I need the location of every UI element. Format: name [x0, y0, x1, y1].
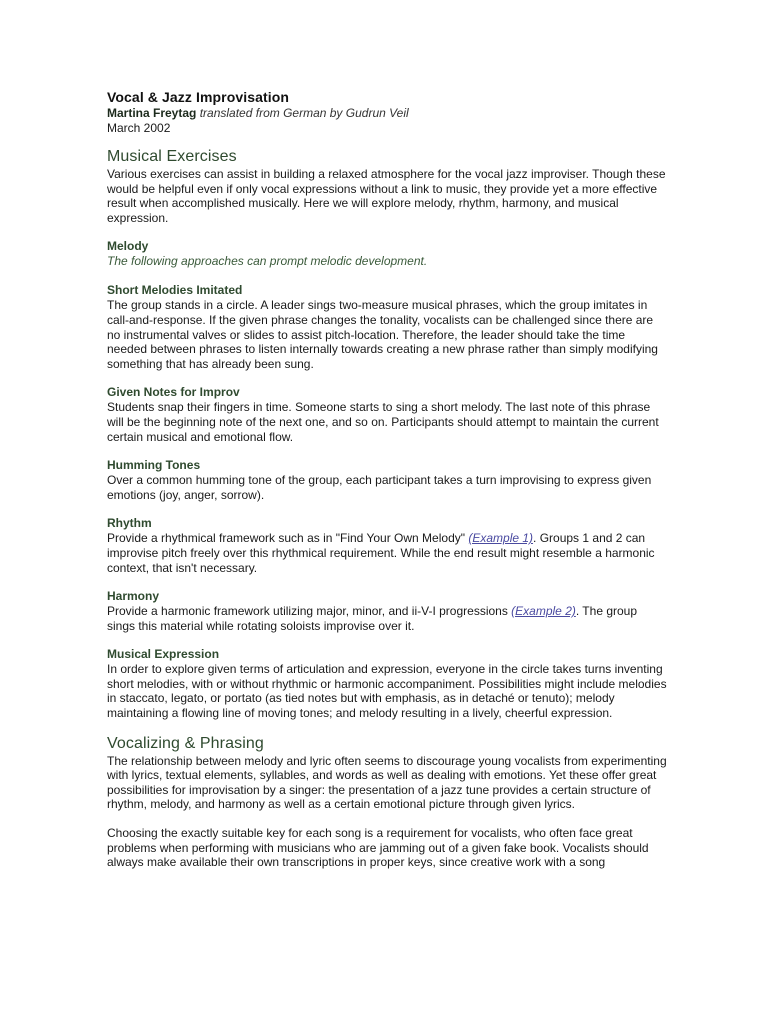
subheading-musical-expression: Musical Expression [107, 647, 220, 662]
rhythm-text-after: . Groups 1 and 2 can improvise pitch freely over this rhythmical requirement. While the end result might resemble a harmonic context, that isn't necessary. [107, 531, 655, 575]
subheading-short-melodies: Short Melodies Imitated [107, 283, 243, 298]
harmony-text-before: Provide a harmonic framework utilizing major, minor, and ii-V-I progressions [107, 604, 512, 619]
section-heading-vocalizing-phrasing: Vocalizing & Phrasing [107, 734, 264, 752]
example-2-link[interactable]: (Example 2) [511, 604, 576, 619]
subheading-melody: Melody [107, 239, 149, 254]
vocalizing-paragraph-1: The relationship between melody and lyric often seems to discourage young vocalists from experimenting with lyrics, textual elements, syllables, and words as well as dealing with emotions. Yet these offer great possibilities for improvisation by a singer: the presentation of a jazz tune provides a certain structure of rhythm, melody, and harmony as well as a certain emotional picture through given lyrics. [107, 753, 667, 812]
example-1-link[interactable]: (Example 1) [468, 531, 534, 546]
subheading-humming-tones: Humming Tones [107, 458, 201, 473]
rhythm-text-before: Provide a rhythmical framework such as in "Find Your Own Melody" [107, 531, 469, 546]
intro-paragraph: Various exercises can assist in building a relaxed atmosphere for the vocal jazz improviser. Though these would be helpful even if only vocal expressions without a link to music, they provide yet a more effective result when accomplished musically. Here we will explore melody, rhythm, harmony, and musical expression. [107, 167, 666, 225]
publication-date: March 2002 [107, 121, 171, 135]
vocalizing-paragraph-2: Choosing the exactly suitable key for each song is a requirement for vocalists, who often face great problems when performing with musicians who are jamming out of a given fake book. Vocalists should always make available their own transcriptions in proper keys, since creative work with a song [107, 826, 649, 870]
document-page [107, 89, 667, 870]
document-title: Vocal & Jazz Improvisation [107, 89, 290, 105]
translator-note: translated from German by Gudrun Veil [199, 106, 409, 120]
subheading-harmony: Harmony [107, 589, 160, 604]
byline [107, 106, 667, 121]
musical-expression-paragraph: In order to explore given terms of articulation and expression, everyone in the circle takes turns inventing short melodies, with or without rhythmic or harmonic accompaniment. Possibilities might include melodies in staccato, legato, or portato (as tied notes but with emphasis, as in detaché or tenuto); melody maintaining a flowing line of moving tones; and melody resulting in a lively, cheerful expression. [107, 662, 667, 721]
subheading-rhythm: Rhythm [107, 516, 152, 531]
subheading-given-notes: Given Notes for Improv [107, 385, 240, 400]
author-name: Martina Freytag [107, 106, 197, 120]
harmony-paragraph [107, 604, 667, 633]
melody-note: The following approaches can prompt melodic development. [107, 254, 428, 269]
given-notes-paragraph: Students snap their fingers in time. Someone starts to sing a short melody. The last note of this phrase will be the beginning note of the next one, and so on. Participants should attempt to maintain the current certain musical and emotional flow. [107, 400, 659, 444]
section-heading-musical-exercises: Musical Exercises [107, 148, 237, 165]
short-melodies-paragraph: The group stands in a circle. A leader sings two-measure musical phrases, which the group imitates in call-and-response. If the given phrase changes the tonality, vocalists can be challenged since there are no instrumental valves or slides to assist pitch-location. Therefore, the leader should take the time needed between phrases to listen internally towards creating a new phrase rather than simply modifying something that has already been sung. [107, 298, 658, 371]
humming-tones-paragraph: Over a common humming tone of the group, each participant takes a turn improvising to express given emotions (joy, anger, sorrow). [107, 473, 652, 502]
rhythm-paragraph [107, 531, 667, 575]
harmony-text-after: . The group sings this material while rotating soloists improvise over it. [107, 604, 638, 633]
